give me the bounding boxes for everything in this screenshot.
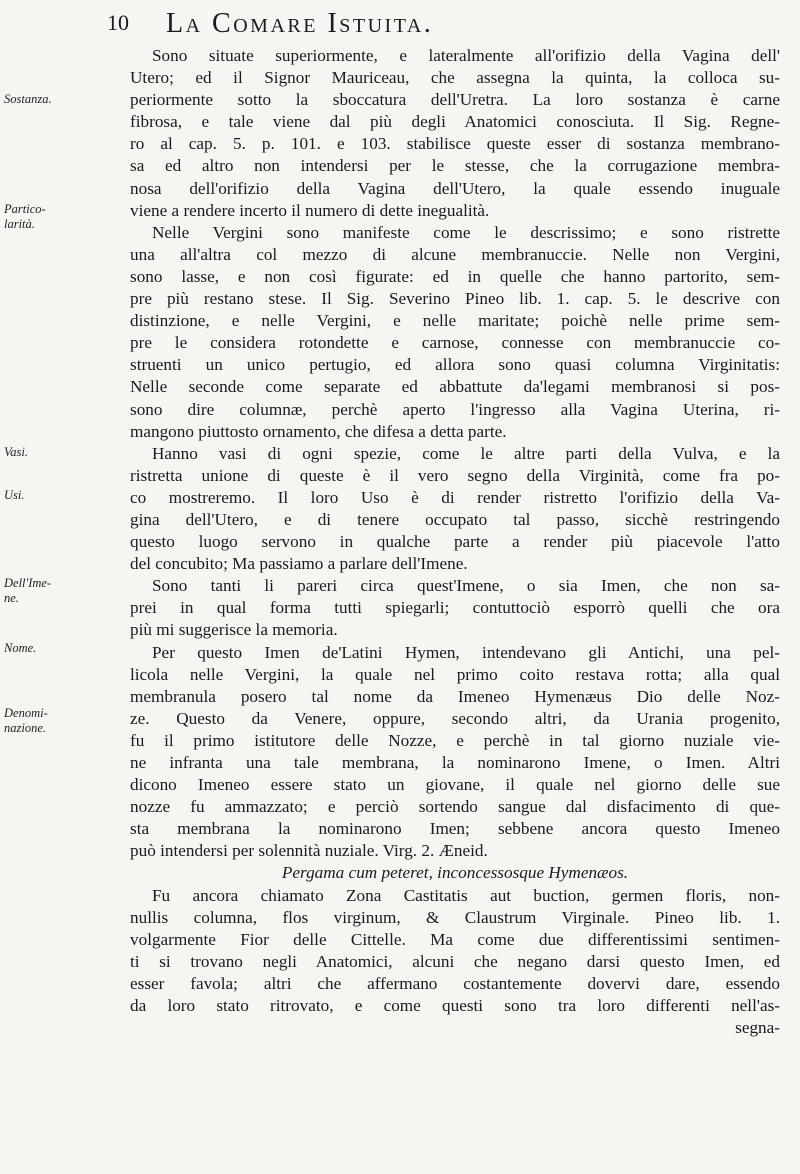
margin-note-dellimene: Dell'Ime- ne. <box>4 576 52 605</box>
text-line: Nelle Vergini sono manifeste come le descrissimo; e sono ristrette <box>152 222 780 242</box>
margin-note-usi: Usi. <box>4 488 25 502</box>
text-line: nozze fu ammazzato; e perciò sortendo sangue dal disfacimento di que- <box>130 797 780 817</box>
page-number: 10 <box>107 10 129 35</box>
text-line: dicono Imeneo essere stato un giovane, il quale nel giorno delle sue <box>130 775 780 795</box>
margin-note-particolarita: Partico- larità. <box>4 202 46 231</box>
text-line: distinzione, e nelle Vergini, e nelle maritate; poichè nelle prime sem- <box>130 311 780 331</box>
text-line: Per questo Imen de'Latini Hymen, intendevano gli Antichi, una pel- <box>152 642 780 662</box>
text-line: Sono situate superiormente, e lateralmente all'orifizio della Vagina dell' <box>152 46 780 65</box>
text-line: prei in qual forma tutti spiegarli; contuttociò esporrò quelli che ora <box>130 598 780 618</box>
text-line: più mi suggerisce la memoria. <box>130 620 338 640</box>
text-line: licola nelle Vergini, la quale nel primo coito restava rotta; alla qual <box>130 664 780 684</box>
text-line: ro al cap. 5. p. 101. e 103. stabilisce queste esser di sostanza membrano- <box>130 134 780 154</box>
text-line: da loro stato ritrovato, e come questi sono tra loro differenti nell'as- <box>130 996 780 1016</box>
text-line: del concubito; Ma passiamo a parlare dell'Imene. <box>130 554 468 574</box>
text-line: struenti un unico pertugio, ed allora sono quasi columna Virginitatis: <box>130 355 780 375</box>
margin-note-sostanza: Sostanza. <box>4 92 52 106</box>
text-line: sono lasse, e non così figurate: ed in quelle che hanno partorito, sem- <box>130 266 780 286</box>
text-line: sa ed altro non intendersi per le stesse, che la corrugazione membra- <box>130 156 780 176</box>
text-line: mangono piuttosto ornamento, che difesa a detta parte. <box>130 421 507 441</box>
text-line: Hanno vasi di ogni spezie, come le altre parti della Vulva, e la <box>152 443 780 463</box>
text-line: fibrosa, e tale viene dal più degli Anatomici conosciuta. Il Sig. Regne- <box>130 112 780 132</box>
text-line: Nelle seconde come separate ed abbattute da'legami membranosi si pos- <box>130 377 780 397</box>
text-line: Utero; ed il Signor Mauriceau, che assegna la quinta, la colloca su- <box>130 68 780 88</box>
body-text <box>130 45 780 1039</box>
running-title: La Comare Istuita. <box>166 8 434 39</box>
text-line: nullis columna, flos virginum, & Claustrum Virginale. Pineo lib. 1. <box>130 907 780 927</box>
running-header <box>0 10 800 44</box>
text-line: membranula posero tal nome da Imeneo Hymenæus Dio delle Noz- <box>130 686 780 706</box>
text-line: volgarmente Fior delle Cittelle. Ma come due differentissimi sentimen- <box>130 929 780 949</box>
text-line: sono dire columnæ, perchè aperto l'ingresso alla Vagina Uterina, ri- <box>130 399 780 419</box>
text-line: Sono tanti li pareri circa quest'Imene, o sia Imen, che non sa- <box>152 576 780 596</box>
text-line: periormente sotto la sboccatura dell'Uretra. La loro sostanza è carne <box>130 90 780 110</box>
text-line: può intendersi per solennità nuziale. Virg. 2. Æneid. <box>130 841 488 861</box>
text-line: fu il primo istitutore delle Nozze, e perchè in tal giorno nuziale vie- <box>130 730 780 750</box>
text-line: una all'altra col mezzo di alcune membranuccie. Nelle non Vergini, <box>130 244 780 264</box>
text-line: gina dell'Utero, e di tenere occupato tal passo, sicchè restringendo <box>130 509 780 529</box>
catchword: segna- <box>735 1018 780 1038</box>
text-line: questo luogo servono in qualche parte a render più piacevole l'atto <box>130 532 780 552</box>
text-line: sta membrana la nominarono Imen; sebbene ancora questo Imeneo <box>130 819 780 839</box>
text-line: pre le considera rotondette e carnose, connesse con membranuccie co- <box>130 333 780 353</box>
text-line: ne infranta una tale membrana, la nominarono Imene, o Imen. Altri <box>130 753 780 772</box>
text-line: pre più restano stese. Il Sig. Severino Pineo lib. 1. cap. 5. le descrive con <box>130 289 780 309</box>
text-line: co mostreremo. Il loro Uso è di render ristretto l'orifizio della Va- <box>130 487 780 507</box>
text-line: viene a rendere incerto il numero di dette inegualità. <box>130 200 490 220</box>
text-line: ze. Questo da Venere, oppure, secondo altri, da Urania progenito, <box>130 708 780 728</box>
text-line: ristretta unione di queste è il vero segno della Virginità, come fra po- <box>130 465 780 485</box>
margin-note-vasi: Vasi. <box>4 445 28 459</box>
text-line: nosa dell'orifizio della Vagina dell'Utero, la quale essendo inuguale <box>130 178 780 198</box>
margin-note-nome: Nome. <box>4 641 37 655</box>
text-line: Fu ancora chiamato Zona Castitatis aut buction, germen floris, non- <box>152 885 780 905</box>
text-line: ti si trovano negli Anatomici, alcuni che negano darsi questo Imen, ed <box>130 951 780 971</box>
text-line: esser favola; altri che affermano costantemente dovervi dare, essendo <box>130 973 780 993</box>
margin-note-denominazione: Denomi- nazione. <box>4 706 48 735</box>
verse-quote: Pergama cum peteret, inconcessosque Hymenæos. <box>281 863 629 883</box>
